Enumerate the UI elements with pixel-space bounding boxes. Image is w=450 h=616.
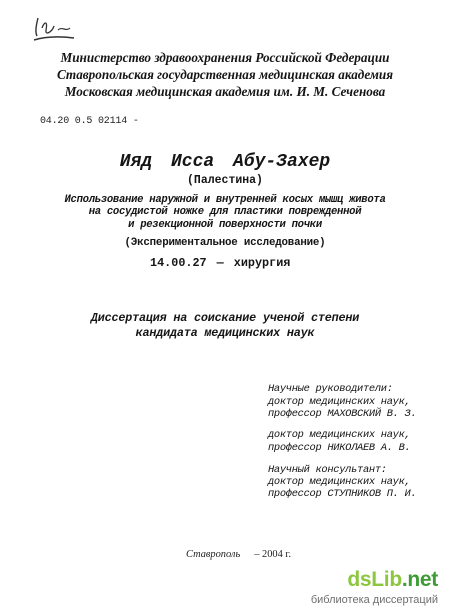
- consultant-degree: доктор медицинских наук,: [268, 476, 411, 488]
- dissertation-title-line: на сосудистой ножке для пластики поврежденной: [88, 206, 362, 218]
- watermark-logo: [347, 568, 438, 592]
- institution-line: Министерство здравоохранения Российской Федерации: [60, 50, 390, 65]
- watermark-logo-part1: dsLib: [347, 568, 402, 591]
- archive-code: 04.20 0.5 02114 -: [40, 116, 139, 127]
- degree-line: кандидата медицинских наук: [135, 326, 315, 340]
- specialty-name: хирургия: [233, 256, 291, 270]
- dissertation-title-line: Использование наружной и внутренней косых мышц живота: [64, 194, 386, 206]
- institution-line: Московская медицинская академия им. И. М. Сеченова: [64, 84, 386, 99]
- study-type: (Экспериментальное исследование): [124, 237, 326, 249]
- specialty-code: 14.00.27: [150, 256, 207, 270]
- supervisors-heading: Научные руководители:: [268, 383, 393, 395]
- author-country: (Палестина): [187, 174, 263, 187]
- supervisor-name: профессор НИКОЛАЕВ А. В.: [268, 442, 411, 454]
- consultant-heading: Научный консультант:: [268, 464, 387, 476]
- place-and-year: [186, 549, 291, 560]
- footer-city: Ставрополь: [186, 549, 241, 560]
- supervisor-degree: доктор медицинских наук,: [268, 429, 411, 441]
- watermark-subtitle: библиотека диссертаций: [310, 594, 438, 606]
- institution-line: Ставропольская государственная медицинская академия: [56, 67, 394, 82]
- handwritten-signature: [30, 12, 78, 46]
- watermark-logo-part2: .net: [401, 568, 438, 591]
- degree-line: Диссертация на соискание ученой степени: [90, 311, 360, 325]
- specialty-dash: —: [216, 256, 224, 270]
- supervisor-degree: доктор медицинских наук,: [268, 396, 411, 408]
- specialty-line: [150, 256, 290, 270]
- footer-year: – 2004 г.: [254, 549, 292, 560]
- supervisor-name: профессор МАХОВСКИЙ В. З.: [268, 408, 417, 420]
- author-name: Ияд Исса Абу-Захер: [119, 152, 331, 172]
- dissertation-title-line: и резекционной поверхности почки: [128, 219, 322, 231]
- consultant-name: профессор СТУПНИКОВ П. И.: [268, 488, 417, 500]
